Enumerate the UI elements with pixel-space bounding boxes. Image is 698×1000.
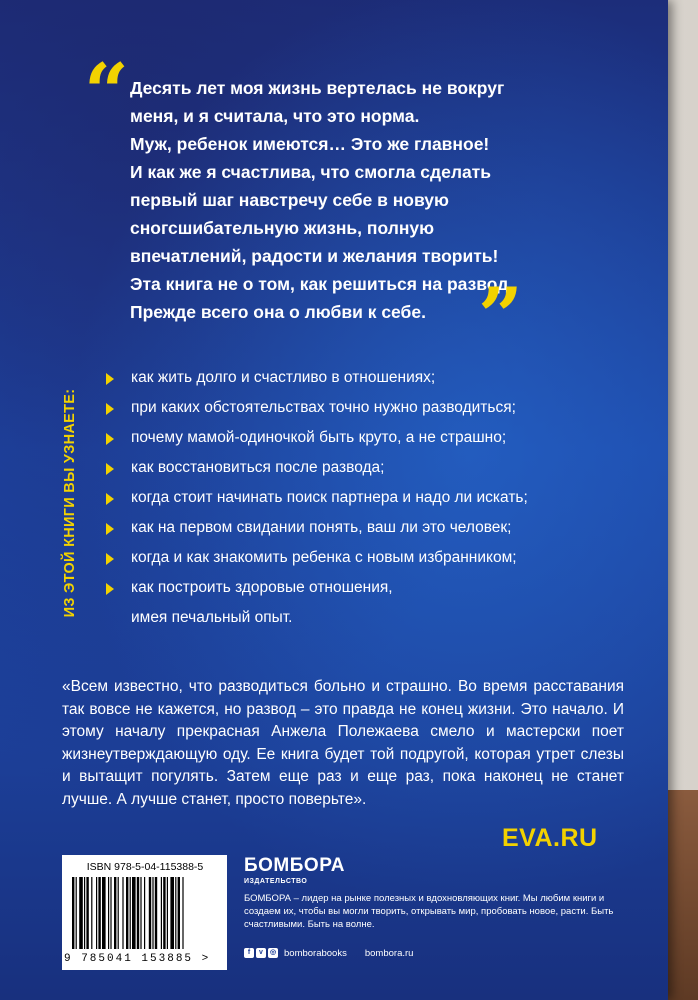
vk-icon[interactable]: v xyxy=(256,948,266,958)
open-quote-icon: “ xyxy=(84,47,129,138)
list-item-text: имея печальный опыт. xyxy=(131,609,293,626)
author-quote: Десять лет моя жизнь вертелась не вокруг меня, и я считала, что это норма. Муж, ребенок имеются… Это же главное! И как же я счастлива, что смогла сделать первый шаг навстречу себе в новую сногсшибательную жизнь, полную впечатлений, радости и желания творить! Эта книга не о том, как решиться на развод. Прежде всего она о любви к себе. xyxy=(130,78,514,322)
list-item xyxy=(98,484,658,514)
facebook-icon[interactable]: f xyxy=(244,948,254,958)
list-item xyxy=(98,364,658,394)
list-item-text: почему мамой-одиночкой быть круто, а не страшно; xyxy=(131,429,507,446)
list-item xyxy=(98,514,658,544)
barcode-icon xyxy=(72,877,217,951)
triangle-bullet-icon xyxy=(106,463,114,475)
review-text: «Всем известно, что разводиться больно и страшно. Во время расставания так вовсе не кажется, но развод – это правда не конец жизни. Это начало. И этому началу прекрасная Анжела Полежаева смело и мастерски поет жизнеутверждающую оду. Ее книга будет той подругой, которая утрет слезы и вытащит погулять. Затем еще раз и еще раз, пока наконец не станет лучше. А лучше станет, просто поверьте». xyxy=(62,678,624,808)
publisher-description: БОМБОРА – лидер на рынке полезных и вдохновляющих книг. Мы любим книги и создаем их, чтобы вы могли творить, открывать мир, пробовать новое, расти. Быть счастливыми. Быть на волне. xyxy=(244,893,614,930)
barcode-digits: 9 785041 153885 > xyxy=(64,953,211,965)
publisher-logo: БОМБОРА xyxy=(244,855,345,876)
list-item xyxy=(98,454,658,484)
list-item-text: как восстановиться после развода; xyxy=(131,459,385,476)
review-source: EVA.RU xyxy=(502,824,598,852)
publisher-website[interactable]: bombora.ru xyxy=(364,947,414,959)
close-quote-icon: ” xyxy=(478,271,523,362)
list-item xyxy=(98,574,658,604)
barcode-panel xyxy=(62,855,227,970)
instagram-icon[interactable]: ◎ xyxy=(269,949,277,956)
triangle-bullet-icon xyxy=(106,433,114,445)
list-item xyxy=(98,544,658,574)
learn-heading: ИЗ ЭТОЙ КНИГИ ВЫ УЗНАЕТЕ: xyxy=(62,388,78,618)
triangle-bullet-icon xyxy=(106,493,114,505)
learn-heading-wrapper xyxy=(62,373,78,633)
social-links xyxy=(244,946,413,960)
triangle-bullet-icon xyxy=(106,523,114,535)
triangle-bullet-icon xyxy=(106,583,114,595)
list-item-continuation xyxy=(98,604,658,634)
triangle-bullet-icon xyxy=(106,373,114,385)
triangle-bullet-icon xyxy=(106,403,114,415)
list-item xyxy=(98,424,658,454)
list-item-text: как на первом свидании понять, ваш ли это человек; xyxy=(131,519,512,536)
list-item-text: при каких обстоятельствах точно нужно разводиться; xyxy=(131,399,516,416)
learn-list xyxy=(98,364,658,634)
list-item-text: как построить здоровые отношения, xyxy=(131,579,393,596)
list-item-text: как жить долго и счастливо в отношениях; xyxy=(131,369,436,386)
triangle-bullet-icon xyxy=(106,553,114,565)
list-item xyxy=(98,394,658,424)
list-item-text: когда и как знакомить ребенка с новым избранником; xyxy=(131,549,517,566)
publisher-subtitle: ИЗДАТЕЛЬСТВО xyxy=(244,878,308,885)
social-handle[interactable]: bomborabooks xyxy=(284,947,347,959)
isbn-label: ISBN 978-5-04-115388-5 xyxy=(86,861,204,873)
list-item-text: когда стоит начинать поиск партнера и надо ли искать; xyxy=(131,489,528,506)
